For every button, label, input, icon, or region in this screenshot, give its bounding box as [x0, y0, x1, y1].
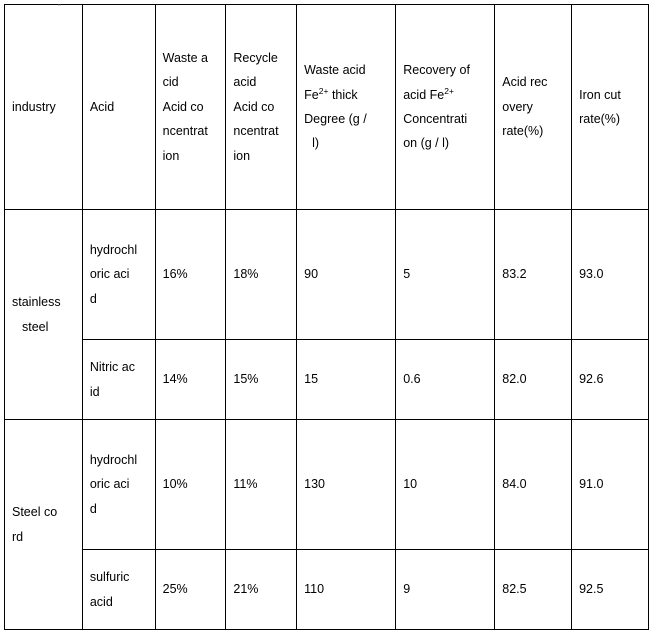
- header-waste-fe-line-1: Waste acid: [304, 63, 366, 78]
- cell-recycle-acid-conc-1: 18%: [226, 210, 297, 340]
- header-acid-recovery-rate: [495, 5, 572, 210]
- header-recycle-acid-line-3: Acid co: [233, 99, 275, 114]
- acid-hydrochloric-1-line-3: d: [89, 291, 97, 306]
- header-recovery-fe-line-2: [403, 83, 488, 107]
- cell-acid-sulfuric: [82, 550, 155, 630]
- fe-superscript-icon-2: 2+: [444, 85, 454, 96]
- cell-waste-acid-fe-2: 15: [297, 340, 396, 420]
- cell-recycle-acid-conc-3: 11%: [226, 420, 297, 550]
- cell-acid-hydrochloric-2: [82, 420, 155, 550]
- header-recycle-acid-concentration: [226, 5, 297, 210]
- header-waste-fe-line-4: l): [312, 136, 320, 151]
- header-recovery-fe-line-3: Concentrati: [403, 112, 468, 126]
- acid-sulfuric-line-1: sulfuric: [89, 570, 130, 585]
- cell-industry-steel-cord: [5, 420, 83, 630]
- header-waste-fe-line-2-tail: thick: [331, 87, 358, 102]
- header-acid-recovery-line-1: Acid rec: [502, 75, 548, 90]
- header-acid: [82, 5, 155, 210]
- cell-recycle-acid-conc-2: 15%: [226, 340, 297, 420]
- cell-acid-recovery-rate-4: 82.5: [495, 550, 572, 630]
- header-recycle-acid-line-4: ncentrat: [233, 124, 279, 139]
- results-table: [4, 4, 649, 630]
- cell-waste-acid-fe-1: 90: [297, 210, 396, 340]
- header-waste-acid-line-5: ion: [162, 148, 180, 163]
- header-recovery-fe-line-4: on (g / l): [403, 136, 450, 151]
- header-iron-cut-line-2: rate(%): [579, 112, 621, 126]
- header-recycle-acid-line-2: acid: [233, 75, 257, 90]
- header-acid-recovery-line-2: overy: [502, 99, 533, 114]
- header-waste-acid-line-4: ncentrat: [162, 124, 208, 139]
- acid-sulfuric-line-2: acid: [89, 594, 113, 609]
- header-recycle-acid-line-1: Recycle: [233, 51, 278, 66]
- cell-iron-cut-rate-4: 92.5: [572, 550, 649, 630]
- cell-waste-acid-conc-1: 16%: [155, 210, 226, 340]
- cell-recycle-acid-conc-4: 21%: [226, 550, 297, 630]
- cell-iron-cut-rate-2: 92.6: [572, 340, 649, 420]
- industry-steelcord-line-1: Steel co: [12, 505, 58, 520]
- table-row: [5, 550, 649, 630]
- cell-waste-acid-fe-4: 110: [297, 550, 396, 630]
- header-recovery-fe-line-1: Recovery of: [403, 63, 470, 78]
- header-waste-acid-fe-concentration: [297, 5, 396, 210]
- acid-hydrochloric-2-line-3: d: [89, 501, 97, 516]
- cell-industry-stainless-steel: [5, 210, 83, 420]
- header-waste-acid-concentration: [155, 5, 226, 210]
- table-row: [5, 340, 649, 420]
- header-recovery-acid-fe-concentration: [396, 5, 495, 210]
- cell-acid-recovery-rate-3: 84.0: [495, 420, 572, 550]
- cell-iron-cut-rate-1: 93.0: [572, 210, 649, 340]
- acid-nitric-line-1: Nitric ac: [89, 360, 135, 375]
- header-recovery-fe-label: acid Fe: [403, 87, 445, 102]
- cell-recovery-fe-3: 10: [396, 420, 495, 550]
- cell-waste-acid-conc-2: 14%: [155, 340, 226, 420]
- header-industry: [5, 5, 83, 210]
- header-industry-line-1: industry: [12, 99, 56, 114]
- header-waste-fe-line-3: Degree (g /: [304, 112, 367, 126]
- cell-waste-acid-fe-3: 130: [297, 420, 396, 550]
- header-acid-line-1: Acid: [89, 99, 115, 114]
- cell-acid-recovery-rate-2: 82.0: [495, 340, 572, 420]
- table-row: [5, 210, 649, 340]
- industry-steelcord-line-2: rd: [12, 529, 24, 544]
- cell-waste-acid-conc-4: 25%: [155, 550, 226, 630]
- industry-stainless-line-2: steel: [22, 319, 49, 334]
- acid-nitric-line-2: id: [89, 384, 100, 399]
- header-waste-fe-line-2: [304, 83, 389, 107]
- header-acid-recovery-line-3: rate(%): [502, 124, 544, 139]
- cell-recovery-fe-1: 5: [396, 210, 495, 340]
- header-iron-cut-rate: [572, 5, 649, 210]
- stray-mark: '': [58, 4, 61, 11]
- cell-acid-nitric: [82, 340, 155, 420]
- fe-superscript-icon: 2+: [318, 85, 329, 96]
- table-header-row: [5, 5, 649, 210]
- acid-hydrochloric-2-line-1: hydrochl: [89, 452, 138, 467]
- acid-hydrochloric-1-line-1: hydrochl: [89, 242, 138, 257]
- header-recycle-acid-line-5: ion: [233, 148, 251, 163]
- cell-acid-recovery-rate-1: 83.2: [495, 210, 572, 340]
- acid-hydrochloric-1-line-2: oric aci: [89, 267, 130, 282]
- header-iron-cut-line-1: Iron cut: [579, 87, 621, 102]
- cell-iron-cut-rate-3: 91.0: [572, 420, 649, 550]
- table-row: [5, 420, 649, 550]
- header-waste-acid-line-1: Waste a: [162, 51, 209, 66]
- cell-waste-acid-conc-3: 10%: [155, 420, 226, 550]
- document-page: [0, 4, 659, 640]
- acid-hydrochloric-2-line-2: oric aci: [89, 477, 130, 492]
- industry-stainless-line-1: stainless: [12, 295, 61, 310]
- cell-recovery-fe-4: 9: [396, 550, 495, 630]
- header-waste-acid-line-2: cid: [162, 75, 179, 90]
- header-waste-acid-line-3: Acid co: [162, 99, 204, 114]
- cell-acid-hydrochloric-1: [82, 210, 155, 340]
- cell-recovery-fe-2: 0.6: [396, 340, 495, 420]
- header-waste-fe-label: Fe: [304, 87, 319, 102]
